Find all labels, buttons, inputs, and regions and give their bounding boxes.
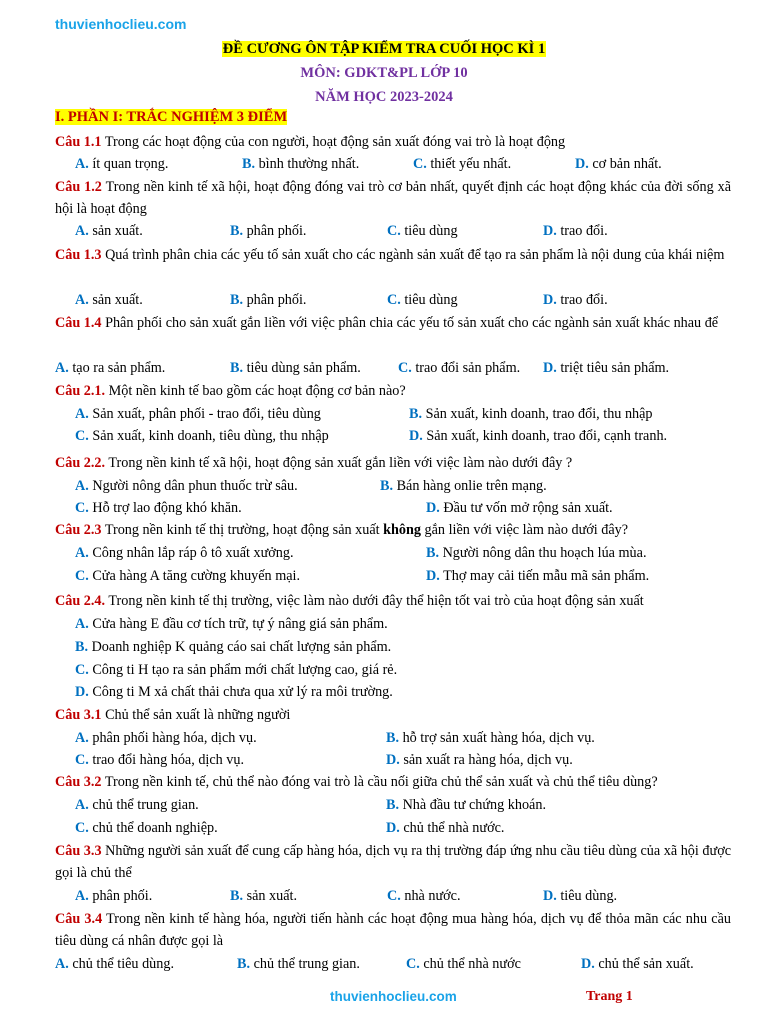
options-row	[0, 681, 768, 703]
subject-line: MÔN: GDKT&PL LỚP 10	[300, 65, 468, 81]
option-d[interactable]: D. tiêu dùng.	[543, 888, 618, 904]
option-b[interactable]: B. Doanh nghiệp K quảng cáo sai chất lượng sản phẩm.	[75, 639, 392, 655]
options-row	[0, 542, 768, 564]
options-row	[0, 475, 768, 497]
school-year: NĂM HỌC 2023-2024	[315, 89, 453, 105]
option-a[interactable]: A. Người nông dân phun thuốc trừ sâu.	[75, 478, 298, 494]
options-row	[0, 220, 768, 242]
question	[55, 704, 731, 726]
question-text-before: Trong nền kinh tế thị trường, hoạt động sản xuất	[104, 522, 384, 538]
question-number: Câu 1.4	[55, 315, 102, 331]
option-a[interactable]: A. Công nhân lắp ráp ô tô xuất xưởng.	[75, 545, 294, 561]
options-row	[0, 727, 768, 749]
question-text: Trong nền kinh tế, chủ thể nào đóng vai trò là cầu nối giữa chủ thể sản xuất và chủ thể tiêu dùng?	[104, 774, 658, 790]
options-row	[0, 565, 768, 587]
option-a[interactable]: A. Cửa hàng E đầu cơ tích trữ, tự ý nâng giá sản phẩm.	[75, 616, 388, 632]
option-d[interactable]: D. Công ti M xả chất thải chưa qua xử lý ra môi trường.	[75, 684, 393, 700]
question-number: Câu 1.3	[55, 247, 102, 263]
question	[55, 131, 731, 153]
question	[55, 908, 731, 952]
question-number: Câu 3.1	[55, 707, 102, 723]
question-text: Những người sản xuất để cung cấp hàng hóa, dịch vụ ra thị trường đáp ứng nhu cầu tiêu dùng của xã hội được gọi là chủ thể	[55, 843, 731, 881]
option-c[interactable]: C. tiêu dùng	[387, 292, 458, 308]
question-text: Trong nền kinh tế thị trường, việc làm nào dưới đây thể hiện tốt vai trò của hoạt động sản xuất	[108, 593, 644, 609]
option-a[interactable]: A. phân phối.	[75, 888, 153, 904]
question-text: Phân phối cho sản xuất gắn liền với việc phân chia các yếu tố sản xuất cho các ngành sản xuất khác nhau để	[105, 315, 719, 331]
option-a[interactable]: A. chủ thể tiêu dùng.	[55, 956, 174, 972]
option-a[interactable]: A. Sản xuất, phân phối - trao đổi, tiêu dùng	[75, 406, 321, 422]
question-number: Câu 3.2	[55, 774, 102, 790]
question	[55, 590, 731, 612]
option-b[interactable]: B. chủ thể trung gian.	[237, 956, 360, 972]
question	[55, 519, 731, 541]
question-text: Trong nền kinh tế xã hội, hoạt động đóng vai trò cơ bản nhất, quyết định các hoạt động khác của đời sống xã hội là hoạt động	[55, 179, 731, 217]
options-row	[0, 497, 768, 519]
question	[55, 244, 731, 266]
option-a[interactable]: A. ít quan trọng.	[75, 156, 169, 172]
option-a[interactable]: A. sản xuất.	[75, 223, 143, 239]
document-title: ĐỀ CƯƠNG ÔN TẬP KIỂM TRA CUỐI HỌC KÌ 1	[222, 41, 546, 57]
option-d[interactable]: D. chủ thể nhà nước.	[386, 820, 505, 836]
option-b[interactable]: B. Người nông dân thu hoạch lúa mùa.	[426, 545, 647, 561]
options-row	[0, 885, 768, 907]
option-d[interactable]: D. sản xuất ra hàng hóa, dịch vụ.	[386, 752, 573, 768]
options-row	[0, 636, 768, 658]
option-b[interactable]: B. tiêu dùng sản phẩm.	[230, 360, 361, 376]
option-c[interactable]: C. Hỗ trợ lao động khó khăn.	[75, 500, 242, 516]
options-row	[0, 749, 768, 771]
footer-site-link[interactable]: thuvienhoclieu.com	[330, 989, 457, 1004]
question	[55, 380, 731, 402]
question	[55, 176, 731, 220]
question-text: Trong các hoạt động của con người, hoạt động sản xuất đóng vai trò là hoạt động	[104, 134, 566, 150]
question-text: Quá trình phân chia các yếu tố sản xuất cho các ngành sản xuất để tạo ra sản phẩm là nội dung của khái niệm	[105, 247, 725, 263]
option-d[interactable]: D. chủ thể sản xuất.	[581, 956, 694, 972]
option-b[interactable]: B. phân phối.	[230, 292, 307, 308]
option-c[interactable]: C. trao đổi hàng hóa, dịch vụ.	[75, 752, 245, 768]
question-number: Câu 2.1.	[55, 383, 106, 399]
options-row	[0, 817, 768, 839]
option-a[interactable]: A. tạo ra sản phẩm.	[55, 360, 166, 376]
site-header-link[interactable]: thuvienhoclieu.com	[55, 16, 187, 32]
option-d[interactable]: D. Đầu tư vốn mở rộng sản xuất.	[426, 500, 613, 516]
option-b[interactable]: B. Bán hàng onlie trên mạng.	[380, 478, 547, 494]
option-c[interactable]: C. tiêu dùng	[387, 223, 458, 239]
question-number: Câu 1.1	[55, 134, 102, 150]
question	[55, 840, 731, 884]
option-c[interactable]: C. chủ thể nhà nước	[406, 956, 521, 972]
options-row	[0, 953, 768, 975]
options-row	[0, 403, 768, 425]
option-d[interactable]: D. Sản xuất, kinh doanh, trao đổi, cạnh tranh.	[409, 428, 668, 444]
option-d[interactable]: D. trao đổi.	[543, 292, 608, 308]
option-c[interactable]: C. thiết yếu nhất.	[413, 156, 512, 172]
question-number: Câu 2.4.	[55, 593, 106, 609]
option-c[interactable]: C. chủ thể doanh nghiệp.	[75, 820, 218, 836]
options-row	[0, 153, 768, 175]
options-row	[0, 613, 768, 635]
question-text: Trong nền kinh tế hàng hóa, người tiến hành các hoạt động mua hàng hóa, dịch vụ để thỏa mãn các nhu cầu tiêu dùng cá nhân được gọi là	[55, 911, 731, 949]
option-c[interactable]: C. Sản xuất, kinh doanh, tiêu dùng, thu nhập	[75, 428, 329, 444]
options-row	[0, 357, 768, 379]
question-text: Một nền kinh tế bao gồm các hoạt động cơ bản nào?	[108, 383, 406, 399]
section-heading: I. PHẦN I: TRẮC NGHIỆM 3 ĐIỂM	[55, 109, 288, 125]
question-number: Câu 2.3	[55, 522, 102, 538]
option-c[interactable]: C. nhà nước.	[387, 888, 461, 904]
options-row	[0, 659, 768, 681]
question-text: Trong nền kinh tế xã hội, hoạt động sản xuất gắn liền với việc làm nào dưới đây ?	[108, 455, 573, 471]
option-b[interactable]: B. hỗ trợ sản xuất hàng hóa, dịch vụ.	[386, 730, 595, 746]
question	[55, 312, 731, 334]
page-number: Trang 1	[586, 989, 633, 1004]
option-b[interactable]: B. Sản xuất, kinh doanh, trao đổi, thu nhập	[409, 406, 653, 422]
option-c[interactable]: C. Công ti H tạo ra sản phẩm mới chất lượng cao, giá rẻ.	[75, 662, 398, 678]
question-number: Câu 1.2	[55, 179, 102, 195]
option-b[interactable]: B. sản xuất.	[230, 888, 297, 904]
option-c[interactable]: C. Cửa hàng A tăng cường khuyến mại.	[75, 568, 301, 584]
option-d[interactable]: D. triệt tiêu sản phẩm.	[543, 360, 670, 376]
option-a[interactable]: A. phân phối hàng hóa, dịch vụ.	[75, 730, 257, 746]
options-row	[0, 794, 768, 816]
question-text: Chủ thể sản xuất là những người	[105, 707, 291, 723]
option-b[interactable]: B. phân phối.	[230, 223, 307, 239]
option-d[interactable]: D. Thợ may cải tiến mẫu mã sản phẩm.	[426, 568, 650, 584]
option-c[interactable]: C. trao đổi sản phẩm.	[398, 360, 521, 376]
question	[55, 452, 731, 474]
question	[55, 771, 731, 793]
question-number: Câu 3.3	[55, 843, 102, 859]
option-a[interactable]: A. sản xuất.	[75, 292, 143, 308]
question-number: Câu 3.4	[55, 911, 103, 927]
question-number: Câu 2.2.	[55, 455, 106, 471]
option-a[interactable]: A. chủ thể trung gian.	[75, 797, 199, 813]
option-d[interactable]: D. trao đổi.	[543, 223, 608, 239]
question-text-emphasis: không	[383, 522, 421, 538]
option-b[interactable]: B. bình thường nhất.	[242, 156, 360, 172]
options-row	[0, 425, 768, 447]
question-text-after: gắn liền với việc làm nào dưới đây?	[420, 522, 629, 538]
option-d[interactable]: D. cơ bản nhất.	[575, 156, 662, 172]
option-b[interactable]: B. Nhà đầu tư chứng khoán.	[386, 797, 546, 813]
options-row	[0, 289, 768, 311]
